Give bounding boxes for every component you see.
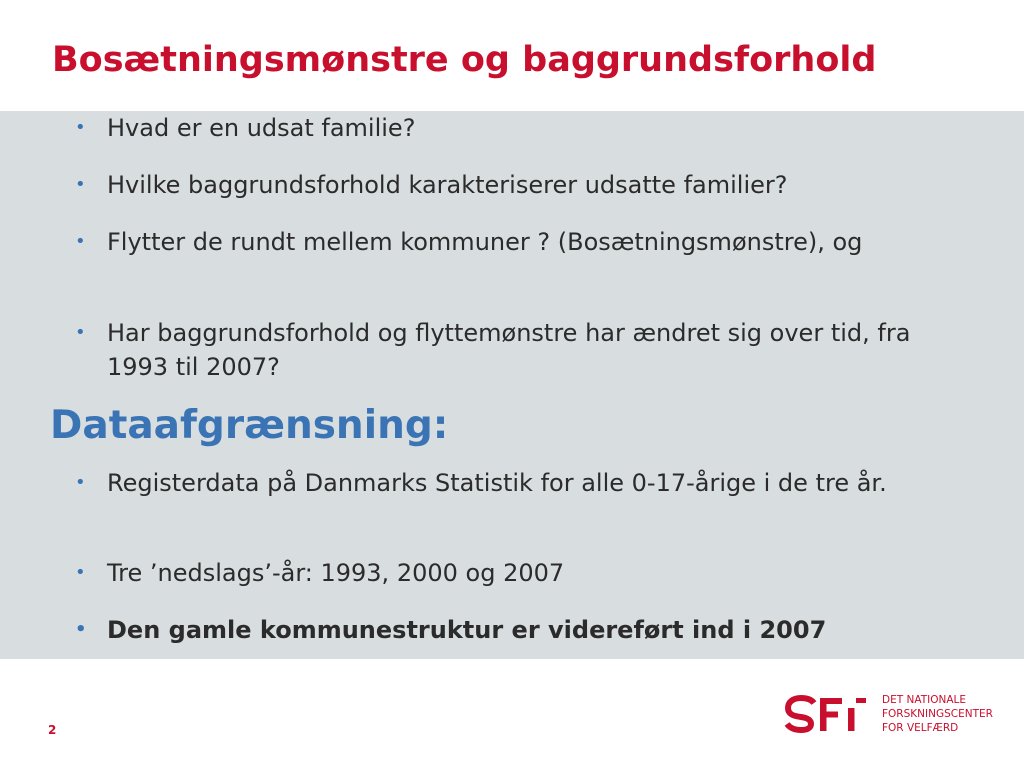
- logo-line: FOR VELFÆRD: [882, 722, 959, 734]
- list-item: [72, 466, 972, 556]
- list-item: [72, 556, 972, 613]
- list-item: [72, 613, 972, 647]
- bullet-icon: •: [75, 619, 87, 640]
- bullet-icon: •: [75, 231, 86, 252]
- list-item: [72, 168, 972, 225]
- bullet-icon: •: [75, 174, 86, 195]
- intro-bullet-list: [72, 111, 972, 384]
- list-item: [72, 225, 972, 316]
- logo-text: [882, 693, 993, 735]
- bullet-icon: •: [75, 117, 86, 138]
- bullet-icon: •: [75, 322, 86, 343]
- bullet-text: Registerdata på Danmarks Statistik for alle 0-17-årige i de tre år.: [107, 469, 887, 497]
- bullet-icon: •: [75, 472, 86, 493]
- bullet-text: Hvilke baggrundsforhold karakteriserer udsatte familier?: [107, 171, 788, 199]
- logo-line: FORSKNINGSCENTER: [882, 708, 993, 720]
- bullet-text: Flytter de rundt mellem kommuner ? (Bosætningsmønstre), og: [107, 228, 863, 256]
- bullet-text: Tre ’nedslags’-år: 1993, 2000 og 2007: [107, 559, 565, 587]
- bullet-icon: •: [75, 562, 86, 583]
- slide-title: Bosætningsmønstre og baggrundsforhold: [52, 40, 877, 80]
- list-item: [72, 111, 972, 168]
- section-heading: Dataafgrænsning:: [50, 403, 449, 448]
- page-number: 2: [48, 723, 57, 737]
- sfi-logo: [780, 690, 1010, 740]
- bullet-text: Hvad er en udsat familie?: [107, 114, 416, 142]
- bullet-text: Den gamle kommunestruktur er videreført ind i 2007: [107, 616, 827, 644]
- logo-line: DET NATIONALE: [882, 694, 966, 706]
- bullet-text: Har baggrundsforhold og flyttemønstre har ændret sig over tid, fra 1993 til 2007?: [107, 319, 911, 381]
- sfi-logo-mark-icon: [780, 690, 870, 735]
- list-item: [72, 316, 972, 384]
- data-bullet-list: [72, 466, 972, 647]
